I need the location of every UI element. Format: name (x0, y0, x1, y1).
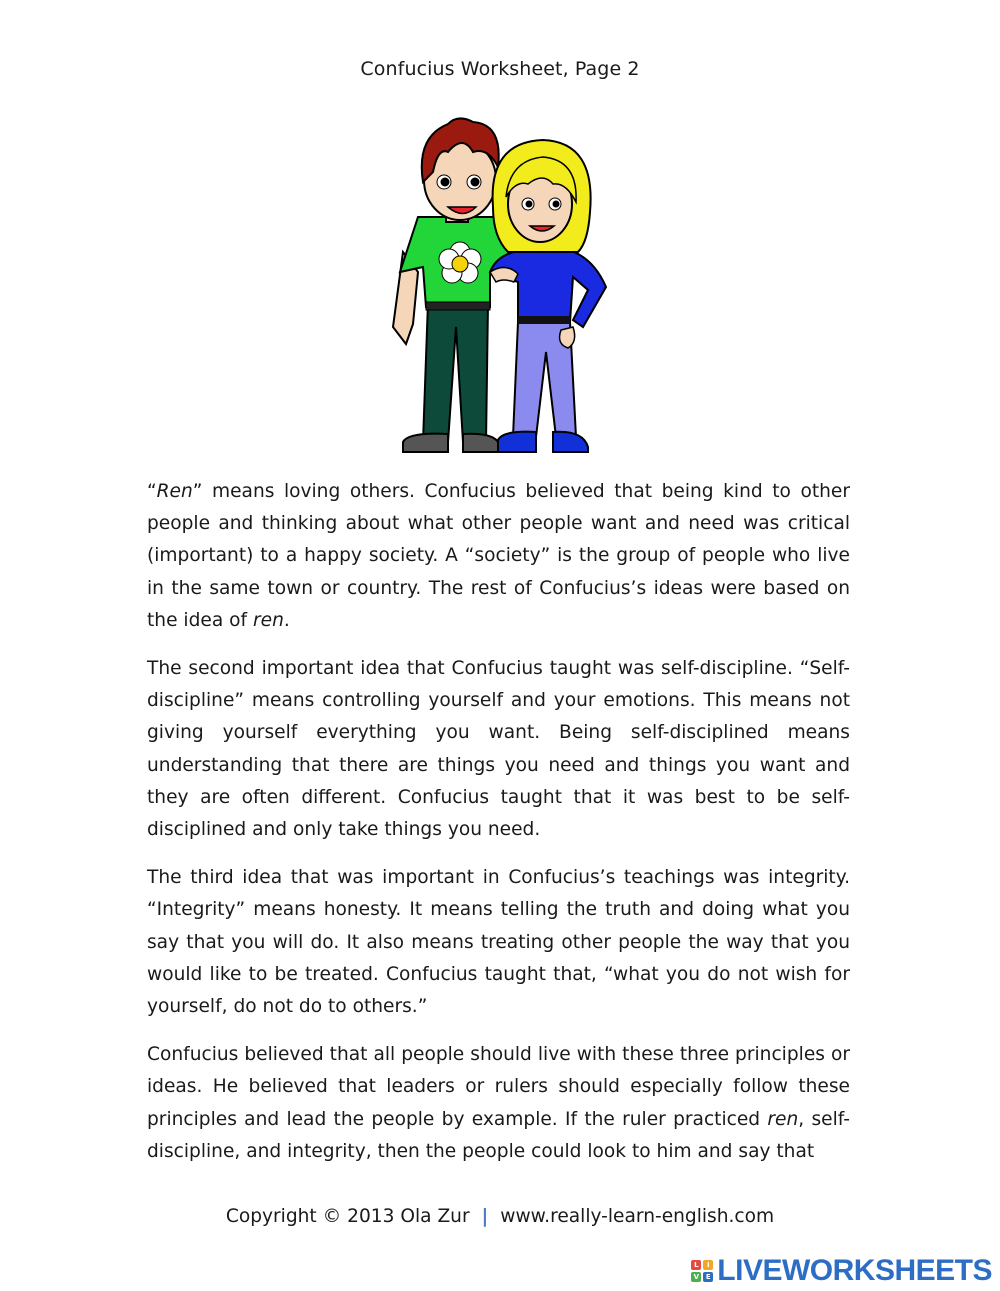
paragraph-integrity: The third idea that was important in Confucius’s teachings was integrity. “Integrity” means honesty. It means telling the truth and doing what you say that you will do. It also means treating other people the way that you would like to be treated. Confucius taught that, “what you do not wish for yourself, do not do to others.” (147, 867, 850, 1018)
liveworksheets-logo (691, 1253, 992, 1289)
copyright-text: Copyright © 2013 Ola Zur (225, 1206, 470, 1227)
paragraph-self-discipline: The second important idea that Confucius taught was self-discipline. “Self-discipline” means controlling yourself and your emotions. This means not giving yourself everything you want. Being self-disciplined means understanding that there are things you need and things you want and they are often different. Confucius taught that it was best to be self-disciplined and only take things you need. (147, 658, 850, 841)
website-text: www.really-learn-english.com (500, 1206, 775, 1227)
footer (0, 1206, 1000, 1227)
mark-letter: L (691, 1260, 701, 1270)
footer-separator: | (481, 1206, 489, 1227)
paragraph-principles: Confucius believed that all people should live with these three principles or ideas. He believed that leaders or rulers should especially follow these principles and lead the people by example. If the ruler practiced ren, self-discipline, and integrity, then the people could look to him and say that (147, 1044, 850, 1162)
boy-and-girl-illustration (378, 112, 628, 462)
boy-and-girl-cartoon-icon (378, 112, 628, 462)
page-title: Confucius Worksheet, Page 2 (360, 58, 640, 80)
brand-name: LIVEWORKSHEETS (717, 1254, 992, 1287)
mark-letter: I (703, 1260, 713, 1270)
liveworksheets-mark-icon (691, 1260, 713, 1282)
body-text (147, 476, 850, 1184)
paragraph-ren: “Ren” means loving others. Confucius believed that being kind to other people and thinking about what other people want and need was critical (important) to a happy society. A “society” is the group of people who live in the same town or country. The rest of Confucius’s ideas were based on the idea of ren. (147, 481, 850, 631)
mark-letter: V (691, 1272, 701, 1282)
mark-letter: E (703, 1272, 713, 1282)
